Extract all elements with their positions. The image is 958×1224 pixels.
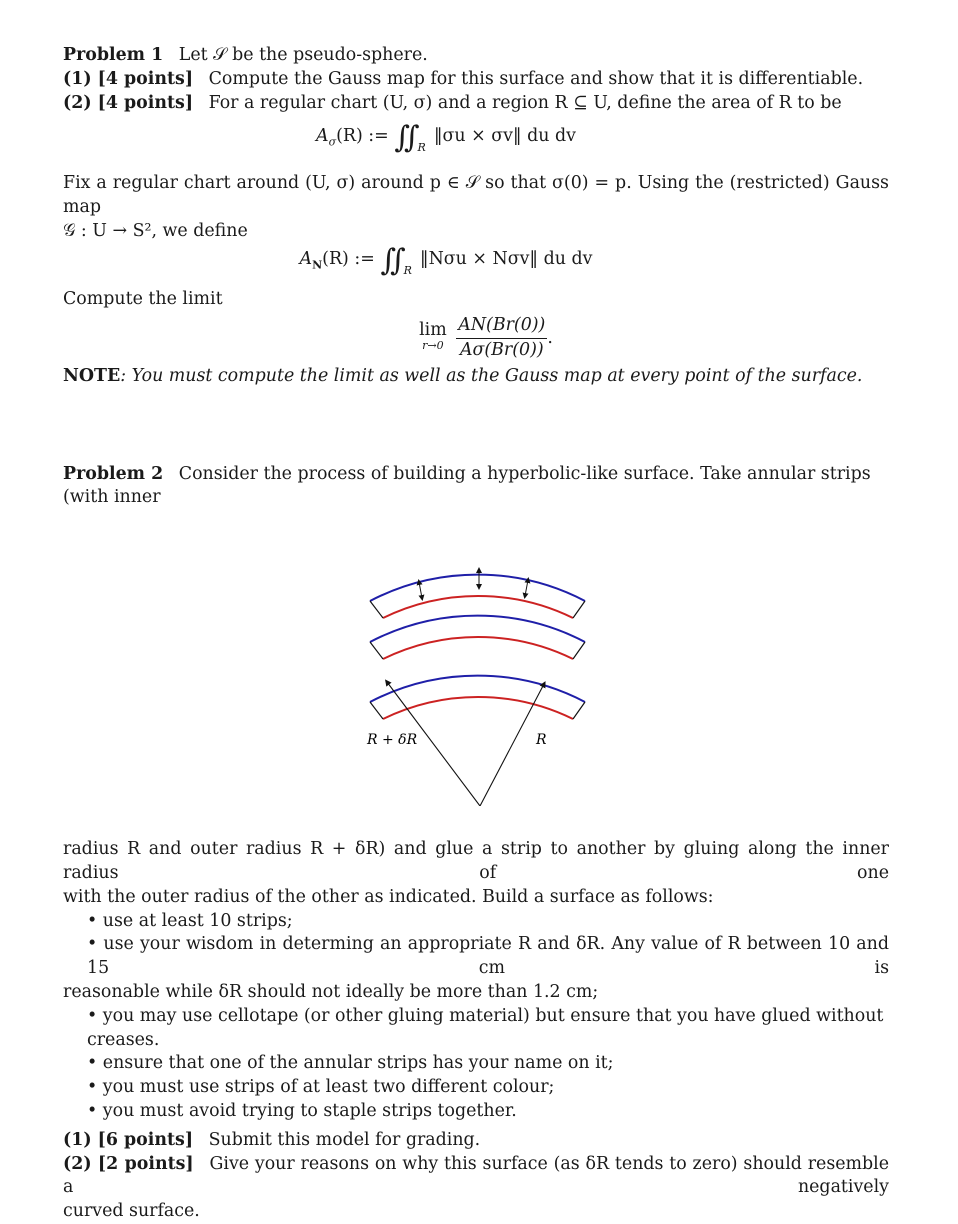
problem-2-part-1-text: Submit this model for grading. (208, 1129, 481, 1150)
problem-2-intro (63, 463, 889, 511)
gauss-equation-region: R (403, 263, 412, 277)
annular-strips-figure (63, 510, 889, 806)
strip-top-left-end (370, 601, 383, 618)
compute-limit-text: Compute the limit (63, 289, 223, 310)
area-equation-defines: (R) := (336, 126, 389, 147)
strip-top-right-end (573, 601, 585, 618)
list-item: • you must use strips of at least two different colour; (87, 1077, 555, 1098)
list-item: reasonable while δR should not ideally be more than 1.2 cm; (63, 981, 599, 1002)
limit-period: . (547, 327, 553, 348)
problem-1-part-1-text: Compute the Gauss map for this surface and show that it is differentiable. (208, 68, 864, 89)
note-line (63, 365, 889, 389)
list-item: • ensure that one of the annular strips has your name on it; (87, 1053, 614, 1074)
radius-line-inner (480, 684, 544, 806)
note-text: : You must compute the limit as well as the Gauss map at every point of the surface. (120, 365, 863, 386)
list-item: • you may use cellotape (or other gluing material) but ensure that you have glued without creases. (87, 1005, 884, 1050)
problem-2-part-1 (63, 1129, 889, 1153)
problem-1-intro-text: Let 𝒮 be the pseudo-sphere. (178, 45, 428, 65)
strip-top (370, 570, 585, 618)
problem-2-heading: Problem 2 (63, 463, 164, 484)
area-equation-integrand: ‖σu × σv‖ du dv (433, 126, 576, 147)
fix-chart-line-2: 𝒢 : U → S², we define (63, 220, 248, 241)
gauss-area-equation (63, 242, 889, 283)
problem-2-part-2-text: Give your reasons on why this surface (as δR tends to zero) should resemble a negatively (63, 1153, 890, 1198)
area-equation-sub: σ (328, 135, 337, 149)
label-inner-radius: R (536, 732, 547, 749)
strip-middle-inner-edge (383, 637, 573, 659)
problem-2-intro-text: Consider the process of building a hyperbolic-like surface. Take annular strips (with inner (63, 463, 871, 508)
list-item: • use your wisdom in determing an appropriate R and δR. Any value of R between 10 and 15 cm is (87, 934, 889, 979)
limit-expression (63, 314, 889, 363)
problem-1-heading: Problem 1 (63, 45, 164, 65)
strip-bottom-inner-edge (383, 697, 573, 719)
problem-1-part-2 (63, 92, 889, 116)
strip-middle-left-end (370, 642, 383, 659)
problem-2-continuation-2: with the outer radius of the other as indicated. Build a surface as follows: (63, 886, 714, 907)
area-equation-lhs: A (316, 126, 329, 147)
problem-1-part-2-label: (2) [4 points] (63, 92, 194, 113)
annular-strips-diagram (63, 510, 889, 806)
area-equation (63, 120, 889, 160)
list-item: • you must avoid trying to staple strips together. (87, 1100, 517, 1121)
problem-2-part-2-label: (2) [2 points] (63, 1153, 194, 1174)
problem-1-part-2-text: For a regular chart (U, σ) and a region R ⊆ U, define the area of R to be (208, 92, 842, 113)
build-instructions-list (63, 910, 889, 1124)
limit-denominator: Aσ(Br(0)) (459, 339, 544, 360)
limit-word: lim (419, 320, 447, 341)
label-outer-radius: R + δR (367, 732, 418, 749)
limit-operator (419, 322, 447, 354)
strip-top-outer-edge (370, 575, 585, 601)
gauss-equation-lhs: A (299, 248, 313, 269)
gauss-equation-sub: N (312, 258, 323, 272)
limit-fraction (456, 314, 547, 363)
limit-numerator: AN(Br(0)) (456, 314, 547, 339)
strip-bottom-left-end (370, 702, 383, 719)
area-equation-region: R (417, 141, 426, 155)
problem-2-continuation-1: radius R and outer radius R + δR) and glue a strip to another by gluing along the inner radius of one (63, 839, 889, 883)
gauss-equation-defines: (R) := (322, 248, 375, 269)
limit-subscript: r→0 (422, 339, 444, 353)
problem-1-part-1 (63, 68, 889, 92)
double-integral-icon: ∫∫ (394, 120, 414, 156)
strip-middle (370, 616, 585, 659)
double-integral-icon: ∫∫ (380, 242, 400, 278)
strip-middle-outer-edge (370, 616, 585, 642)
problem-2-part-2 (63, 1153, 889, 1201)
problem-1-intro (63, 44, 889, 68)
problem-2-part-1-label: (1) [6 points] (63, 1129, 194, 1150)
note-label: NOTE (63, 365, 121, 386)
strip-bottom-outer-edge (370, 676, 585, 702)
fix-chart-line-1: Fix a regular chart around (U, σ) around p ∈ 𝒮 so that σ(0) = p. Using the (restricted) Gauss map (63, 173, 889, 217)
strip-bottom (370, 676, 585, 719)
glue-arrow-left (419, 582, 422, 598)
gauss-equation-integrand: ‖Nσu × Nσv‖ du dv (419, 248, 593, 269)
strip-bottom-right-end (573, 702, 585, 719)
strip-middle-right-end (573, 642, 585, 659)
glue-arrow-right (525, 580, 528, 596)
problem-1-part-1-label: (1) [4 points] (63, 68, 194, 89)
problem-2-part-2-continued: curved surface. (63, 1201, 200, 1222)
list-item: • use at least 10 strips; (87, 910, 293, 931)
document-page (63, 44, 889, 1224)
